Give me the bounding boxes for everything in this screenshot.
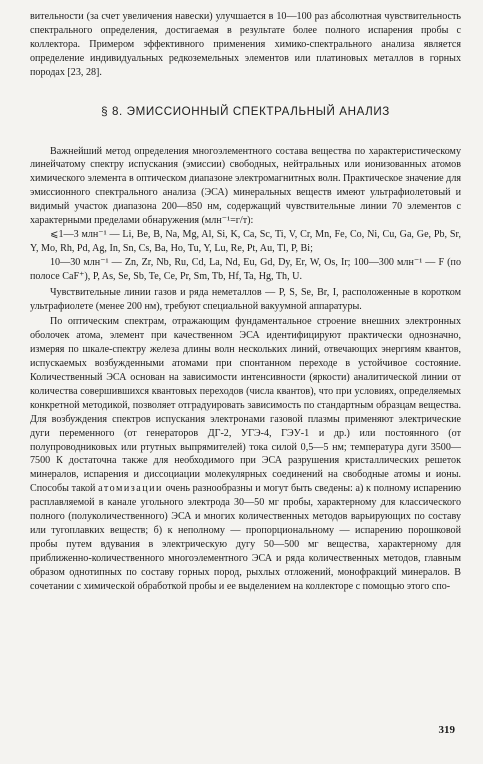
detection-range-2: 10—30 млн⁻¹ — Zn, Zr, Nb, Ru, Cd, La, Nd, Eu, Gd, Dy, Er, W, Os, Ir; 100—300 млн⁻¹ — F (по полосе CaF⁺), P, As, Se, Sb, Te, Ce, Pr, Sm, Tb, Hf, Ta, Hg, Th, U. (30, 256, 461, 282)
body-paragraph-3 (30, 315, 461, 593)
spaced-term: атомизации (98, 483, 163, 495)
body-paragraph-2: Чувствительные линии газов и ряда неметаллов — P, S, Se, Br, I, расположенные в коротком ультрафиолете (менее 200 нм), требуют специальной вакуумной аппаратуры. (30, 286, 461, 312)
paragraph-3-start: По оптическим спектрам, отражающим фундаментальное строение внешних электронных оболочек атома, элемент при качественном ЭСА идентифицируют практически однозначно, измеряя по шкале-спектру железа длины волн нескольких линий, отвечающих энергиям квантов, испускаемых возбужденными атомами при спонтанном переходе в устойчивое состояние. Количественный ЭСА основан на зависимости интенсивности (яркости) аналитической линии от количества совершившихся квантовых переходов (числа квантов), что при условиях, определяемых конкретной методикой, позволяет отградуировать зависимость по стандартным образцам вещества. Для возбуждения спектров испускания электронами газовой плазмы применяют электрические дуги переменного (от генераторов ДГ-2, УГЭ-4, ГЭУ-1 и др.) или постоянного (от полупроводниковых или ртутных выпрямителей) тока силой 0,5—5 нм; температура дуги 3500—7500 К достаточна также для необходимого при ЭСА разрушения кристаллических решеток минералов, испарения и диссоциации молекулярных соединений на свободные атомы и ионы. Способы такой (30, 316, 461, 495)
intro-paragraph: вительности (за счет увеличения навески) улучшается в 10—100 раз абсолютная чувствительность спектрального определения, достигаемая в результате более полного испарения пробы с коллектора. Примером эффективного применения химико-спектрального анализа является определение индивидуальных редкоземельных элементов или платиновых металлов в горных породах [23, 28]. (30, 11, 461, 78)
detection-range-1: ⩽1—3 млн⁻¹ — Li, Be, B, Na, Mg, Al, Si, K, Ca, Sc, Ti, V, Cr, Mn, Fe, Co, Ni, Cu, Ga, Ge, Pb, Sr, Y, Mo, Rh, Pd, Ag, In, Sn, Cs, Ba, Ho, Tu, Y, Lu, Re, Pt, Au, Tl, P, Bi; (30, 228, 461, 254)
section-heading: § 8. ЭМИССИОННЫЙ СПЕКТРАЛЬНЫЙ АНАЛИЗ (101, 104, 390, 118)
paragraph-3-end: очень разнообразны и могут быть сведены: а) к полному испарению расплавляемой в канале угольного электрода 30—50 мг пробы, характерному для классического полного (полуколичественного) ЭСА и многих количественных методов варьирующих по составу или тугоплавких веществ; б) к неполному — пропорциональному — испарению порошковой пробы путем вдувания в электрическую дугу 50—500 мг вещества, характерному для приближенно-количественного многоэлементного ЭСА и ряда количественных методов, главным образом однотипных по составу горных пород, рыхлых отложений, монофракций минералов. В сочетании с химической обработкой пробы и ее выделением на коллекторе с помощью этого спо- (30, 483, 461, 592)
body-paragraph-1: Важнейший метод определения многоэлементного состава вещества по характеристическому линейчатому спектру испускания (эмиссии) свободных, нейтральных или ионизованных атомов химического элемента в оптическом диапазоне электромагнитных волн. Практическое значение для эмиссионного спектрального анализа (ЭСА) минеральных веществ имеют ультрафиолетовый и видимый участок диапазона 200—850 нм, содержащий чувствительные линии 70 элементов с характерными пределами обнаружения (млн⁻¹=г/т): (30, 145, 461, 227)
page-number: 319 (438, 724, 455, 736)
